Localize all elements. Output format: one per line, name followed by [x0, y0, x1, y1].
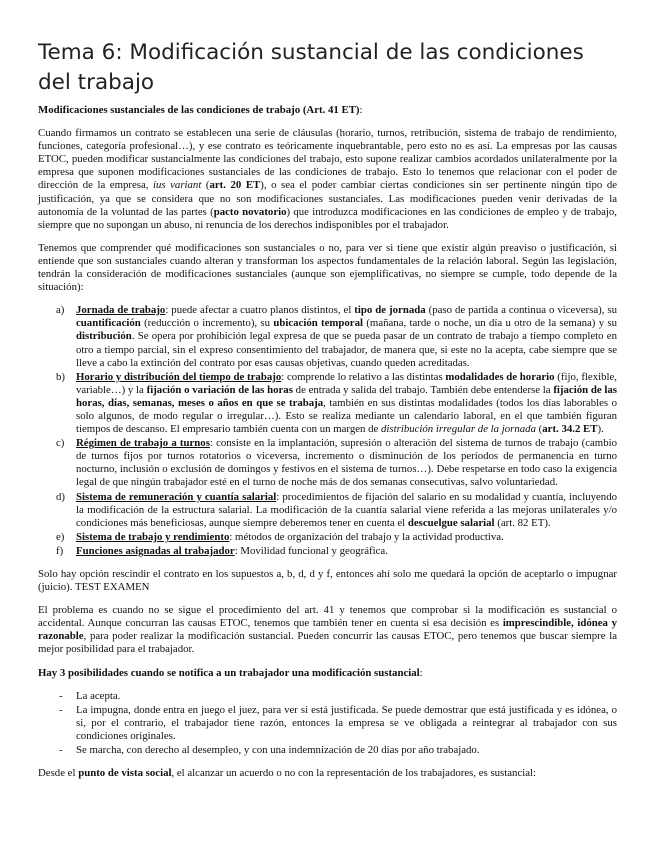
document-body — [38, 104, 617, 780]
list-item-jornada: a) Jornada de trabajo: puede afectar a cuatro planos distintos, el tipo de jornada (paso de partida a continua o viceversa), su cuantificación (reducción o incremento), su ubicación temporal (mañana, tarde o noche, un día u otro de la semana) y su distribución. Se opera por prohibición legal expresa de que se pueda pasar de un contrato de trabajo a tiempo completo en otro a tiempo parcial, sin el expreso consentimiento del trabajador, de manera que, si este no la acepta, cabe siempre que se lleve a cabo la extinción del contrato por esas causas objetivas, cuando queden acreditadas. — [56, 304, 618, 369]
paragraph-criteria: Tenemos que comprender qué modificaciones son sustanciales o no, para ver si tiene que existir algún preaviso o justificación, si entiende que son sustanciales cuando alteran y transforman los aspectos fundamentales de la relación laboral. Según las legislación, tendrán la consideración de modificaciones sustanciales (aunque son ejemplificativas, no siempre se cumple, todo depende de la situación): — [38, 241, 617, 294]
list-item: - Se marcha, con derecho al desempleo, y con una indemnización de 20 días por año trabajado. — [59, 744, 480, 757]
possibilities-list — [38, 690, 617, 757]
list-item-horario: b) Horario y distribución del tiempo de trabajo: comprende lo relativo a las distintas modalidades de horario (fijo, flexible, variable…) y la fijación o variación de las horas de entrada y salida del trabajo. También debe entenderse la fijación de las horas, días, semanas, meses o años en que se trabaja, también en sus distintas modalidades (todos los días laborables o solo algunos, de modo regular o irregular…). Esto se realiza mediante un calendario laboral, en el que también figuran tiempos de descanso. El empresario también cuenta con un margen de distribución irregular de la jornada (art. 34.2 ET). — [56, 370, 618, 436]
section-heading-modificaciones: Modificaciones sustanciales de las condiciones de trabajo (Art. 41 ET): — [38, 104, 363, 116]
section-heading-posibilidades: Hay 3 posibilidades cuando se notifica a un trabajador una modificación sustancial: — [38, 666, 423, 679]
list-item-rendimiento: e) Sistema de trabajo y rendimiento: métodos de organización del trabajo y la actividad productiva. — [56, 530, 504, 543]
list-item-turnos: c) Régimen de trabajo a turnos: consiste en la implantación, supresión o alteración del sistema de turnos de trabajo (cambio de turnos fijos por turnos rotatorios o viceversa, incremento o disminución de los períodos de permanencia en turno nocturno, inclusión o exclusión de domingos y festivos en el sistema de turnos…). Debe respetarse en todo caso la exigencia legal de que ningún trabajador esté en el turno de noche más de dos semanas consecutivas, salvo voluntariedad. — [56, 437, 618, 489]
page-title: Tema 6: Modificación sustancial de las condiciones del trabajo — [38, 40, 584, 95]
list-item: - La impugna, donde entra en juego el juez, para ver si está justificada. Se puede demostrar que está justificada y es idónea, o si, por el contrario, el trabajador tiene razón, entonces la empresa se ve obligada a reintegrar al trabajador con sus condiciones originales. — [59, 703, 617, 742]
modifications-list — [38, 304, 617, 558]
paragraph-intro: Cuando firmamos un contrato se establecen una serie de cláusulas (horario, turnos, retribución, sistema de trabajo de rendimiento, funciones, categoría profesional…), y ese contrato es teóricamente inquebrantable, pero esto no es así. La empresas por las causas ETOC, pueden modificar sustancialmente las condiciones del trabajo, esto supone realizar cambios acordados unilateralmente por la empresa que suponen modificaciones sustanciales de las condiciones de trabajo. Esto lo tenemos que relacionar con el poder de dirección de la empresa, ius variant (art. 20 ET), o sea el poder cambiar ciertas condiciones sin ser pertinente ningún tipo de justificación, ya que se considera que no son modificaciones sustanciales. Las modificaciones pueden venir derivadas de la autonomía de la voluntad de las partes (pacto novatorio) que introduzca modificaciones en las condiciones de empleo y de trabajo, siempre que no supongan un abuso, ni renuncia de los derechos indisponibles por el trabajador. — [38, 127, 618, 231]
list-item-funciones: f) Funciones asignadas al trabajador: Movilidad funcional y geográfica. — [56, 544, 388, 557]
paragraph-social: Desde el punto de vista social, el alcanzar un acuerdo o no con la representación de los trabajadores, es sustancial: — [38, 767, 537, 780]
list-item-remuneracion: d) Sistema de remuneración y cuantía salarial: procedimientos de fijación del salario en su modalidad y cuantía, incluyendo la modificación de la estructura salarial. La modificación de la cuantía salarial viene referida a las mejoras unilaterales y/o condiciones más beneficiosas, aunque siempre deberemos tener en cuenta el descuelgue salarial (art. 82 ET). — [56, 490, 617, 529]
list-item: - La acepta. — [59, 689, 121, 702]
paragraph-procedure: El problema es cuando no se sigue el procedimiento del art. 41 y tenemos que comprobar si la modificación es sustancial o accidental. Aunque concurran las causas ETOC, tenemos que también tener en cuenta si esa decisión es imprescindible, idónea y razonable, para poder realizar la modificación sustancial. Pueden concurrir las causas ETOC, pero tenemos que buscar siempre la mejor posibilidad para el trabajador. — [38, 604, 618, 656]
paragraph-rescind: Solo hay opción rescindir el contrato en los supuestos a, b, d, d y f, entonces ahí solo me quedará la opción de aceptarlo o impugnar (juicio). TEST EXAMEN — [38, 568, 617, 594]
